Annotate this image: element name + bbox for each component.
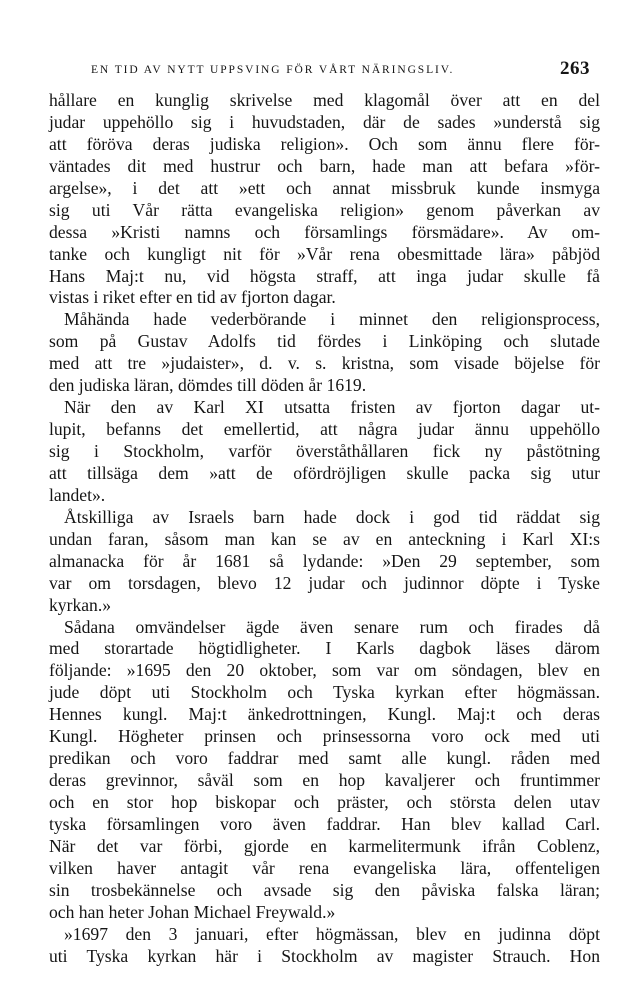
- text-line: Åtskilliga av Israels barn hade dock i god tid räddat sig: [64, 506, 600, 527]
- text-line: som på Gustav Adolfs tid fördes i Linköping och slutade: [49, 331, 600, 352]
- text-line: judar uppehöllo sig i huvudstaden, där de sades »understå sig: [49, 111, 600, 132]
- text-line: att föröva deras judiska religion». Och som ännu flere för-: [49, 133, 600, 154]
- text-line: sin trosbekännelse och avsade sig den påviska falska läran;: [49, 879, 600, 900]
- text-line: och han heter Johan Michael Freywald.»: [49, 901, 336, 922]
- text-line: jude döpt uti Stockholm och Tyska kyrkan efter högmässan.: [49, 682, 600, 703]
- text-line: följande: »1695 den 20 oktober, som var om söndagen, blev en: [49, 660, 600, 681]
- text-line: tyska församlingen voro även faddrar. Han blev kallad Carl.: [49, 813, 600, 834]
- text-line: argelse», i det att »ett och annat missbruk kunde insmyga: [49, 177, 600, 198]
- text-line: dessa »Kristi namns och församlings försmädare». Av om-: [49, 221, 600, 242]
- running-header: [0, 58, 641, 84]
- text-line: väntades dit med hustrur och barn, hade man att befara »för-: [49, 155, 600, 176]
- text-line: När den av Karl XI utsatta fristen av fjorton dagar ut-: [64, 397, 600, 418]
- text-line: predikan och voro faddrar med samt alle kungl. råden med: [49, 748, 600, 769]
- text-line: vistas i riket efter en tid av fjorton dagar.: [49, 287, 336, 308]
- text-line: landet».: [49, 484, 106, 505]
- text-line: den judiska läran, dömdes till döden år 1619.: [49, 375, 367, 396]
- text-line: och en stor hop biskopar och präster, och största delen utav: [49, 792, 600, 812]
- text-line: Kungl. Högheter prinsen och prinsessorna voro ock med uti: [49, 726, 600, 747]
- text-line: var om torsdagen, blevo 12 judar och judinnor döpte i Tyske: [49, 572, 600, 593]
- text-line: att tillsäga dem »att de ofördröjligen skulle packa sig utur: [49, 462, 600, 483]
- page-number: 263: [560, 58, 590, 79]
- text-line: almanacka för år 1681 så lydande: »Den 29 september, som: [49, 550, 600, 571]
- text-line: med storartade högtidligheter. I Karls dagbok läses därom: [49, 638, 600, 659]
- text-line: undan faran, såsom man kan se av en anteckning i Karl XI:s: [49, 528, 600, 549]
- body-text: [49, 90, 600, 968]
- text-line: tanke och kungligt nit för »Vår rena obesmittade lära» påbjöd: [49, 243, 600, 264]
- text-line: kyrkan.»: [49, 594, 112, 615]
- text-line: deras grevinnor, såväl som en hop kavaljerer och fruntimmer: [49, 770, 600, 791]
- text-line: uti Tyska kyrkan här i Stockholm av magister Strauch. Hon: [49, 945, 600, 966]
- text-line: hållare en kunglig skrivelse med klagomål över att en del: [49, 90, 600, 110]
- text-line: Hans Maj:t nu, vid högsta straff, att inga judar skulle få: [49, 265, 600, 286]
- text-line: Måhända hade vederbörande i minnet den religionsprocess,: [64, 309, 600, 330]
- text-line: sig uti Vår rätta evangeliska religion» genom påverkan av: [49, 199, 600, 220]
- text-line: med att tre »judaister», d. v. s. kristna, som visade böjelse för: [49, 353, 600, 374]
- text-line: Hennes kungl. Maj:t änkedrottningen, Kungl. Maj:t och deras: [49, 704, 600, 725]
- text-line: lupit, befanns det emellertid, att några judar ännu uppehöllo: [49, 419, 600, 440]
- text-line: sig i Stockholm, varför överståthållaren fick ny påstötning: [49, 441, 600, 461]
- text-line: »1697 den 3 januari, efter högmässan, blev en judinna döpt: [64, 923, 600, 944]
- text-line: vilken haver antagit vår rena evangeliska lära, offenteligen: [49, 857, 600, 878]
- text-line: När det var förbi, gjorde en karmelitermunk ifrån Coblenz,: [49, 835, 600, 856]
- running-title: EN TID AV NYTT UPPSVING FÖR VÅRT NÄRINGSLIV.: [91, 64, 455, 76]
- text-line: Sådana omvändelser ägde även senare rum och firades då: [64, 616, 600, 637]
